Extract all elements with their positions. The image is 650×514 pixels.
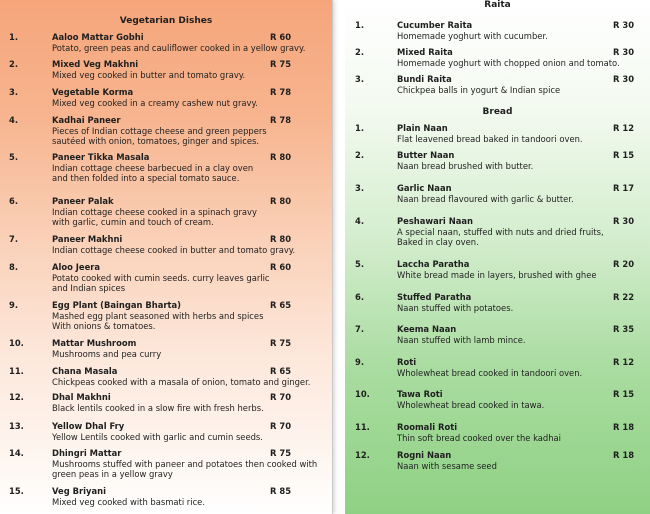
item-name: Aaloo Mattar Gobhi [52, 32, 144, 42]
item-price: R 35 [613, 324, 635, 334]
item-number: 9. [9, 300, 19, 310]
item-description: Potato cooked with cumin seeds. curry leaves garlic and Indian spices [52, 272, 270, 293]
raita-section-title: Raita [484, 0, 511, 10]
item-description: Naan with sesame seed [397, 460, 497, 471]
item-number: 11. [9, 366, 24, 376]
item-description: Wholewheat bread cooked in tawa. [397, 399, 545, 410]
bread-section-title: Bread [482, 107, 513, 117]
item-price: R 70 [270, 421, 292, 431]
item-name: Dhingri Mattar [52, 448, 122, 458]
item-description: Black lentils cooked in a slow fire with fresh herbs. [52, 402, 264, 413]
item-description: Mixed veg cooked in a creamy cashew nut gravy. [52, 97, 258, 108]
item-number: 10. [9, 338, 24, 348]
item-number: 5. [9, 152, 19, 162]
item-price: R 80 [270, 196, 292, 206]
item-name: Aloo Jeera [52, 262, 101, 272]
item-name: Keema Naan [397, 324, 457, 334]
item-number: 14. [9, 448, 24, 458]
item-price: R 30 [613, 74, 635, 84]
item-price: R 78 [270, 115, 292, 125]
item-description: Flat leavened bread baked in tandoori oven. [397, 133, 583, 144]
item-number: 7. [355, 324, 365, 334]
item-price: R 65 [270, 300, 292, 310]
item-description: Pieces of Indian cottage cheese and green peppers sautéed with onion, tomatoes, ginger and spices. [52, 125, 267, 146]
item-number: 6. [9, 196, 19, 206]
item-price: R 85 [270, 486, 292, 496]
item-price: R 20 [613, 259, 635, 269]
item-description: White bread made in layers, brushed with ghee [397, 269, 597, 280]
item-description: Potato, green peas and cauliflower cooked in a yellow gravy. [52, 42, 306, 53]
item-price: R 75 [270, 338, 292, 348]
item-name: Mixed Veg Makhni [52, 59, 139, 69]
item-description: Mashed egg plant seasoned with herbs and spices With onions & tomatoes. [52, 310, 264, 331]
item-description: Wholewheat bread cooked in tandoori oven. [397, 367, 583, 378]
item-number: 4. [9, 115, 19, 125]
item-number: 7. [9, 234, 19, 244]
item-name: Kadhai Paneer [52, 115, 121, 125]
item-name: Mixed Raita [397, 47, 453, 57]
item-number: 15. [9, 486, 24, 496]
item-name: Paneer Tikka Masala [52, 152, 150, 162]
item-number: 3. [355, 183, 365, 193]
item-number: 12. [355, 450, 370, 460]
item-number: 4. [355, 216, 365, 226]
item-description: Mushrooms stuffed with paneer and potatoes then cooked with green peas in a yellow gravy [52, 458, 318, 479]
item-name: Bundi Raita [397, 74, 452, 84]
item-description: Mixed veg cooked in butter and tomato gravy. [52, 69, 246, 80]
item-number: 10. [355, 389, 370, 399]
item-name: Yellow Dhal Fry [52, 421, 125, 431]
item-description: Naan bread brushed with butter. [397, 160, 534, 171]
item-name: Plain Naan [397, 123, 448, 133]
item-description: Indian cottage cheese barbecued in a clay oven and then folded into a special tomato sauce. [52, 162, 254, 183]
item-number: 13. [9, 421, 24, 431]
item-description: Homemade yoghurt with cucumber. [397, 30, 548, 41]
item-number: 3. [9, 87, 19, 97]
item-number: 1. [9, 32, 19, 42]
item-price: R 75 [270, 59, 292, 69]
item-price: R 15 [613, 150, 635, 160]
item-price: R 15 [613, 389, 635, 399]
item-number: 2. [355, 150, 365, 160]
item-number: 2. [355, 47, 365, 57]
item-description: Yellow Lentils cooked with garlic and cumin seeds. [52, 431, 263, 442]
raita-bread-menu-page [345, 0, 650, 514]
item-number: 1. [355, 123, 365, 133]
item-number: 5. [355, 259, 365, 269]
item-description: Naan bread flavoured with garlic & butter. [397, 193, 574, 204]
item-price: R 75 [270, 448, 292, 458]
item-description: Chickpeas cooked with a masala of onion, tomato and ginger. [52, 376, 311, 387]
item-name: Butter Naan [397, 150, 455, 160]
item-price: R 80 [270, 152, 292, 162]
item-price: R 18 [613, 422, 635, 432]
item-name: Vegetable Korma [52, 87, 134, 97]
item-number: 2. [9, 59, 19, 69]
item-description: Mushrooms and pea curry [52, 348, 162, 359]
item-number: 3. [355, 74, 365, 84]
item-price: R 30 [613, 47, 635, 57]
item-number: 6. [355, 292, 365, 302]
item-price: R 80 [270, 234, 292, 244]
item-number: 1. [355, 20, 365, 30]
item-price: R 70 [270, 392, 292, 402]
item-description: Naan stuffed with potatoes. [397, 302, 514, 313]
item-description: A special naan, stuffed with nuts and dried fruits, Baked in clay oven. [397, 226, 604, 247]
item-name: Rogni Naan [397, 450, 452, 460]
item-description: Thin soft bread cooked over the kadhai [397, 432, 561, 443]
item-number: 11. [355, 422, 370, 432]
item-price: R 60 [270, 32, 292, 42]
item-name: Paneer Makhni [52, 234, 123, 244]
item-description: Naan stuffed with lamb mince. [397, 334, 526, 345]
item-number: 8. [9, 262, 19, 272]
item-price: R 12 [613, 357, 635, 367]
item-description: Indian cottage cheese cooked in butter and tomato gravy. [52, 244, 296, 255]
item-price: R 17 [613, 183, 635, 193]
item-price: R 22 [613, 292, 635, 302]
item-price: R 18 [613, 450, 635, 460]
item-name: Dhal Makhni [52, 392, 111, 402]
item-name: Veg Briyani [52, 486, 106, 496]
item-number: 12. [9, 392, 24, 402]
item-price: R 65 [270, 366, 292, 376]
item-price: R 12 [613, 123, 635, 133]
item-name: Tawa Roti [397, 389, 443, 399]
item-description: Mixed veg cooked with basmati rice. [52, 496, 205, 507]
item-description: Indian cottage cheese cooked in a spinach gravy with garlic, cumin and touch of cream. [52, 206, 257, 227]
item-description: Homemade yoghurt with chopped onion and tomato. [397, 57, 620, 68]
item-name: Egg Plant (Baingan Bharta) [52, 300, 181, 310]
item-price: R 60 [270, 262, 292, 272]
item-name: Peshawari Naan [397, 216, 473, 226]
item-name: Roomali Roti [397, 422, 458, 432]
item-name: Stuffed Paratha [397, 292, 472, 302]
item-name: Garlic Naan [397, 183, 452, 193]
item-name: Cucumber Raita [397, 20, 473, 30]
item-name: Paneer Palak [52, 196, 114, 206]
item-name: Mattar Mushroom [52, 338, 137, 348]
item-price: R 30 [613, 216, 635, 226]
vegetarian-section-title: Vegetarian Dishes [119, 16, 213, 26]
item-number: 9. [355, 357, 365, 367]
item-name: Chana Masala [52, 366, 118, 376]
item-price: R 30 [613, 20, 635, 30]
item-name: Roti [397, 357, 417, 367]
item-description: Chickpea balls in yogurt & Indian spice [397, 84, 561, 95]
item-price: R 78 [270, 87, 292, 97]
item-name: Laccha Paratha [397, 259, 470, 269]
